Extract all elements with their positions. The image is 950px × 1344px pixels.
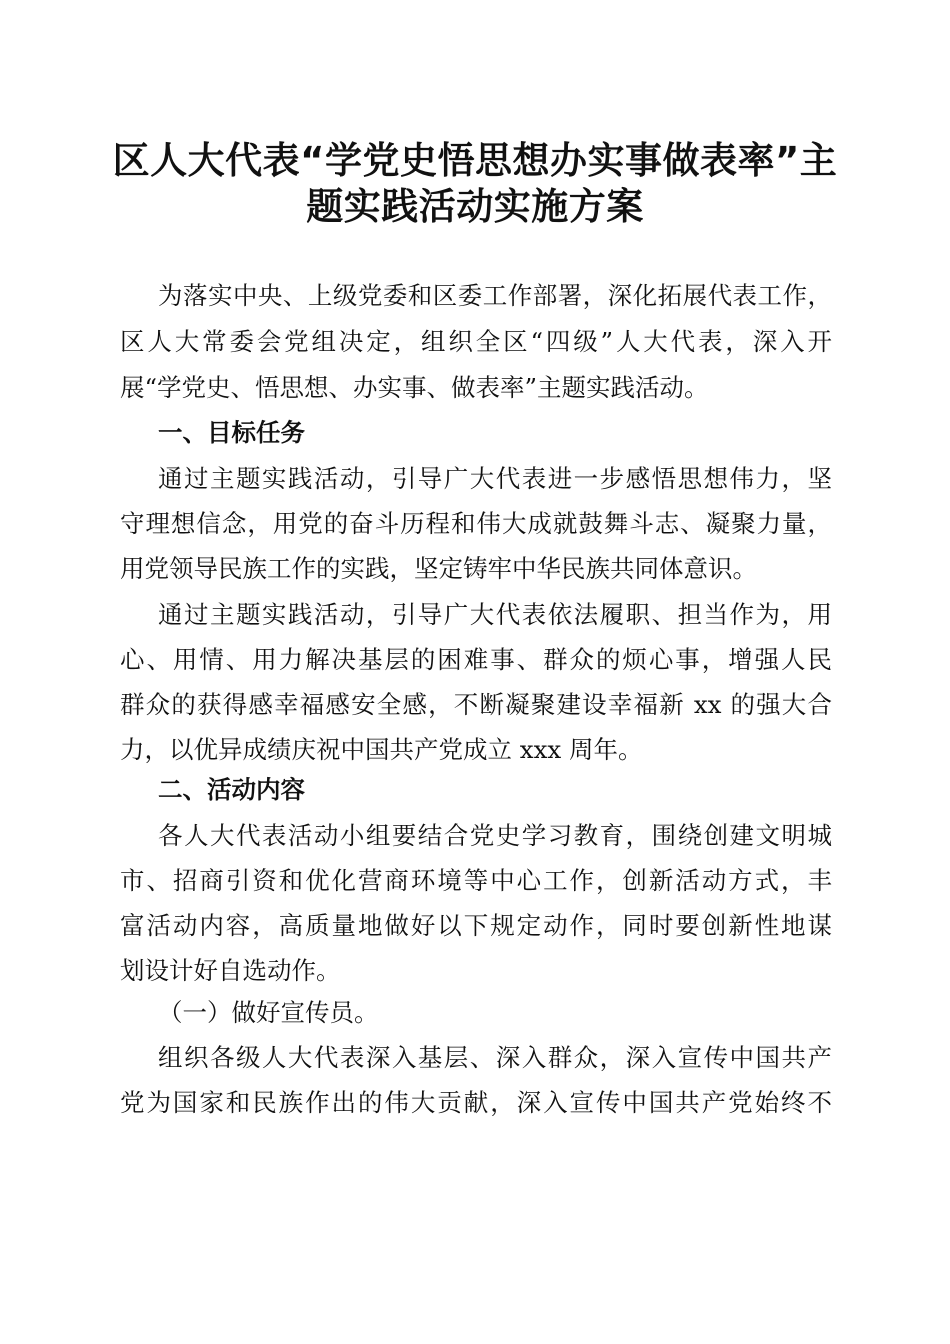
document-title-line-2: 题实践活动实施方案 [306,185,644,228]
goals-para2-line-2: 心、用情、用力解决基层的困难事、群众的烦心事，增强人民 [120,645,832,674]
subsection-heading-publicist: （一）做好宣传员。 [158,998,379,1027]
intro-line-2: 区人大常委会党组决定，组织全区“四级”人大代表，深入开 [120,327,832,356]
goals-para2-line-4: 力，以优异成绩庆祝中国共产党成立 xxx 周年。 [120,735,643,764]
publicist-para-line-1: 组织各级人大代表深入基层、深入群众，深入宣传中国共产 [158,1043,832,1072]
goals-para2-line-1: 通过主题实践活动，引导广大代表依法履职、担当作为，用 [158,600,832,629]
intro-line-1: 为落实中央、上级党委和区委工作部署，深化拓展代表工作， [158,281,832,310]
section-heading-activities: 二、活动内容 [158,775,305,804]
goals-para1-line-3: 用党领导民族工作的实践，坚定铸牢中华民族共同体意识。 [120,554,757,583]
document-title-line-1: 区人大代表“学党史悟思想办实事做表率”主 [112,139,838,182]
goals-para2-line-3: 群众的获得感幸福感安全感，不断凝聚建设幸福新 xx 的强大合 [120,690,832,719]
publicist-para-line-2: 党为国家和民族作出的伟大贡献，深入宣传中国共产党始终不 [120,1088,832,1117]
intro-line-3: 展“学党史、悟思想、办实事、做表率”主题实践活动。 [120,373,709,402]
section-heading-goals: 一、目标任务 [158,418,305,447]
activities-para1-line-2: 市、招商引资和优化营商环境等中心工作，创新活动方式，丰 [120,866,832,895]
goals-para1-line-1: 通过主题实践活动，引导广大代表进一步感悟思想伟力，坚 [158,464,832,493]
activities-para1-line-4: 划设计好自选动作。 [120,956,341,985]
activities-para1-line-3: 富活动内容，高质量地做好以下规定动作，同时要创新性地谋 [120,911,832,940]
goals-para1-line-2: 守理想信念，用党的奋斗历程和伟大成就鼓舞斗志、凝聚力量， [120,509,832,538]
activities-para1-line-1: 各人大代表活动小组要结合党史学习教育，围绕创建文明城 [158,821,832,850]
